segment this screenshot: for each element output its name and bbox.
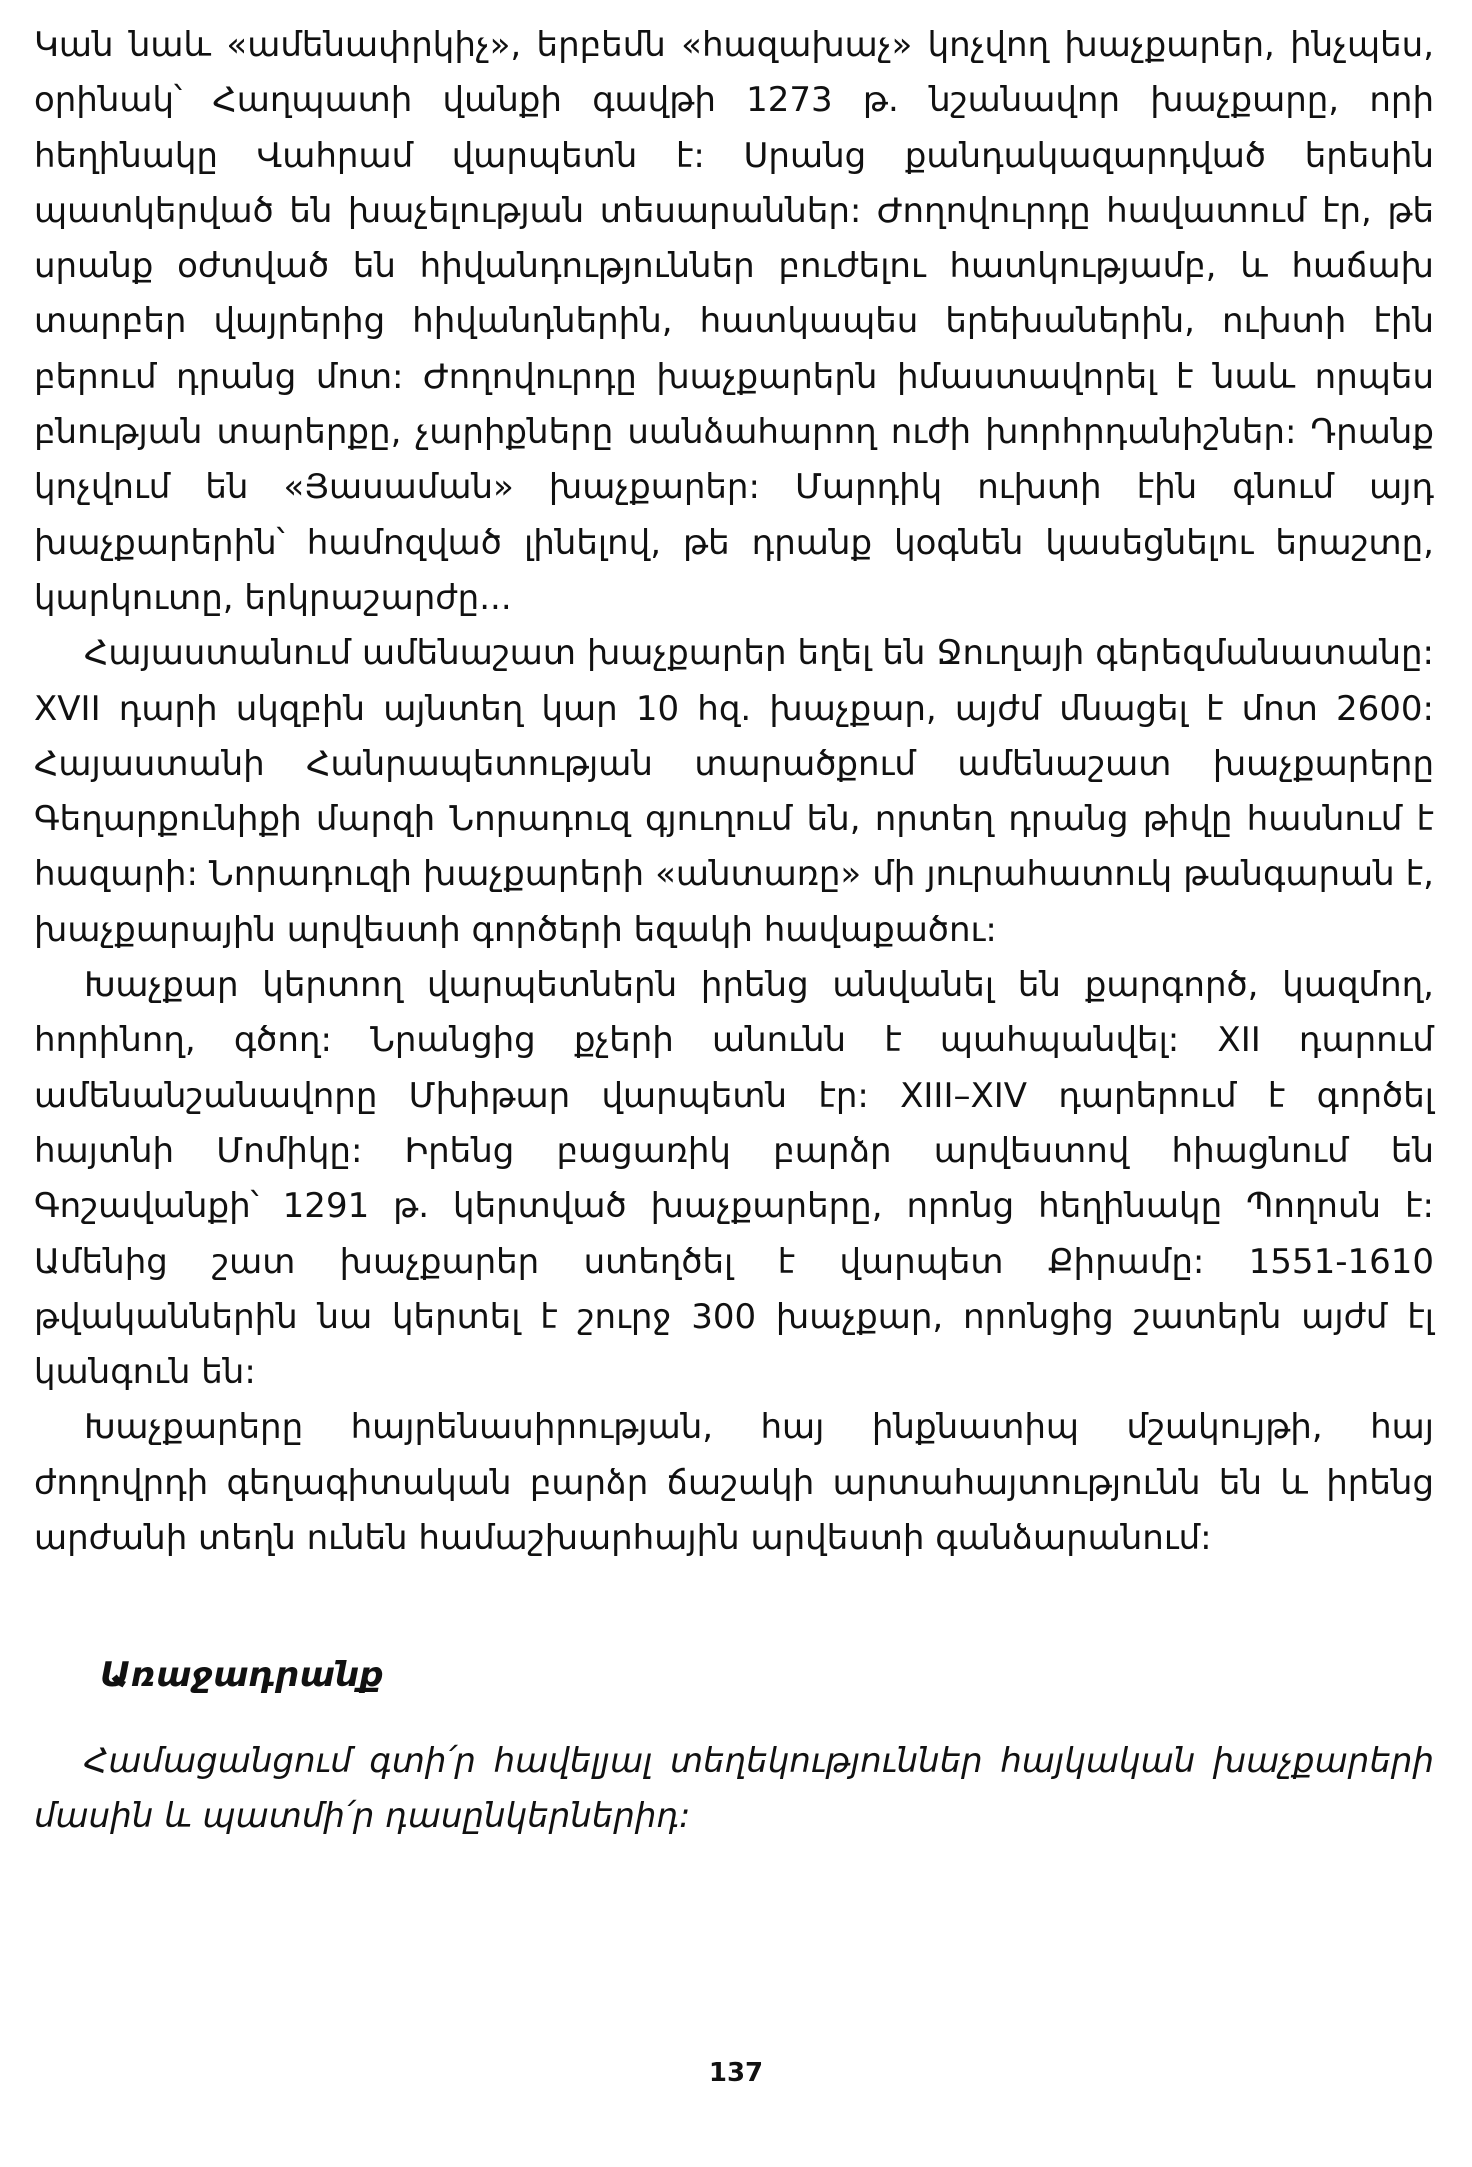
page-body — [34, 18, 1434, 1844]
paragraph-3: Խաչքար կերտող վարպետներն իրենց անվանել են քարգործ, կազմող, հորինող, գծող: Նրանցից քչերի անունն է պահպանվել: XII դարում ամենանշանավորը Մխիթար վարպետն էր: XIII–XIV դարերում է գործել հայտնի Մոմիկը: Իրենց բացառիկ բարձր արվեստով հիացնում են Գոշավանքի՝ 1291 թ. կերտված խաչքարերը, որոնց հեղինակը Պողոսն է: Ամենից շատ խաչքարեր ստեղծել է վարպետ Քիրամը: 1551-1610 թվականներին նա կերտել է շուրջ 300 խաչքար, որոնցից շատերն այժմ էլ կանգուն են: — [34, 965, 1434, 1393]
paragraph-1: Կան նաև «ամենափրկիչ», երբեմն «հազախաչ» կոչվող խաչքարեր, ինչպես, օրինակ՝ Հաղպատի վանքի գավթի 1273 թ. նշանավոր խաչքարը, որի հեղինակը Վահրամ վարպետն է: Սրանց քանդակազարդված երեսին պատկերված են խաչելության տեսարաններ: Ժողովուրդը հավատում էր, թե սրանք օժտված են հիվանդություններ բուժելու հատկությամբ, և հաճախ տարբեր վայրերից հիվանդներին, հատկապես երեխաներին, ուխտի էին բերում դրանց մոտ: Ժողովուրդը խաչքարերն իմաստավորել է նաև որպես բնության տարերքը, չարիքները սանձահարող ուժի խորհրդանիշներ: Դրանք կոչվում են «Յասաման» խաչքարեր: Մարդիկ ուխտի էին գնում այդ խաչքարերին՝ համոզված լինելով, թե դրանք կօգնեն կասեցնելու երաշտը, կարկուտը, երկրաշարժը... — [34, 25, 1434, 618]
exercise-heading: Առաջադրանք — [100, 1655, 384, 1696]
paragraph-2: Հայաստանում ամենաշատ խաչքարեր եղել են Ջուղայի գերեզմանատանը: XVII դարի սկզբին այնտեղ կար 10 հզ. խաչքար, այժմ մնացել է մոտ 2600: Հայաստանի Հանրապետության տարածքում ամենաշատ խաչքարերը Գեղարքունիքի մարզի Նորադուզ գյուղում են, որտեղ դրանց թիվը հասնում է հազարի: Նորադուզի խաչքարերի «անտառը» մի յուրահատուկ թանգարան է, խաչքարային արվեստի գործերի եզակի հավաքածու: — [34, 633, 1434, 950]
paragraph-4: Խաչքարերը հայրենասիրության, հայ ինքնատիպ մշակույթի, հայ ժողովրդի գեղագիտական բարձր ճաշակի արտահայտությունն են և իրենց արժանի տեղն ունեն համաշխարհային արվեստի գանձարանում: — [34, 1407, 1434, 1559]
exercise-text: Համացանցում գտի՛ր հավելյալ տեղեկություններ հայկական խաչքարերի մասին և պատմի՛ր դասընկերներիդ: — [34, 1740, 1434, 1836]
page-number: 137 — [708, 2058, 764, 2088]
